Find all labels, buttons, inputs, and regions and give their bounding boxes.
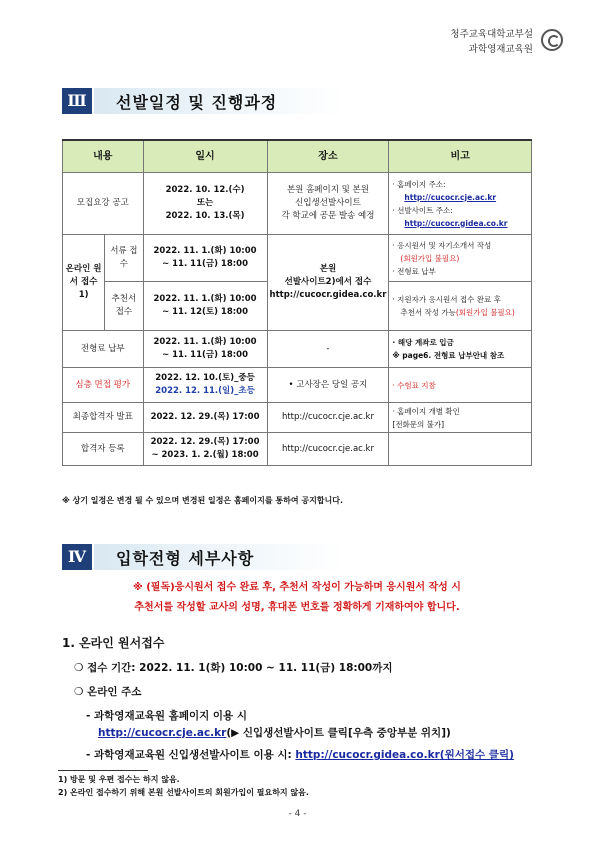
online-application-label: 온라인 원서 접수1) bbox=[63, 235, 105, 331]
row-label: 모집요강 공고 bbox=[63, 173, 144, 235]
header-org bbox=[450, 27, 533, 57]
table-row bbox=[63, 235, 532, 282]
row-datetime: 2022. 11. 1.(화) 10:00 ~ 11. 12(토) 18:00 bbox=[143, 282, 267, 331]
mandatory-warning: ※ (필독)응시원서 접수 완료 후, 추천서 작성이 가능하며 응시원서 작성 시 추천서를 작성할 교사의 성명, 휴대폰 번호를 정확하게 기재하여야 합니다. bbox=[133, 582, 461, 613]
row-datetime: 2022. 11. 1.(화) 10:00 ~ 11. 11(금) 18:00 bbox=[143, 235, 267, 282]
apply-link[interactable]: (원서접수 클릭) bbox=[439, 749, 514, 761]
homepage-usage-line: - 과학영재교육원 홈페이지 이용 시 bbox=[86, 710, 247, 722]
header-line1: 청주교육대학교부설 bbox=[450, 29, 533, 40]
homepage-link[interactable]: http://cucocr.cje.ac.kr bbox=[98, 727, 227, 739]
selection-site-link[interactable]: http://cucocr.gidea.co.kr bbox=[404, 218, 508, 228]
table-row bbox=[63, 368, 532, 403]
section-3-heading bbox=[62, 88, 532, 114]
row-remarks: · 응시원서 및 자기소개서 작성 (회원가입 불필요) · 전형료 납부 bbox=[389, 235, 532, 282]
row-place: http://cucocr.cje.ac.kr bbox=[267, 433, 389, 466]
schedule-table bbox=[62, 139, 532, 466]
section-number: Ⅲ bbox=[62, 88, 92, 114]
selection-site-line: - 과학영재교육원 신입생선발사이트 이용 시: http://cucocr.gidea.co.kr(원서접수 클릭) bbox=[86, 749, 514, 761]
row-sublabel: 추천서 접수 bbox=[105, 282, 143, 331]
footnote-divider bbox=[58, 770, 148, 771]
table-row bbox=[63, 403, 532, 433]
section-number: Ⅳ bbox=[62, 544, 92, 570]
row-datetime: 2022. 10. 12.(수) 또는 2022. 10. 13.(목) bbox=[143, 173, 267, 235]
footnote-2: 2) 온라인 접수하기 위해 본원 선발사이트의 회원가입이 필요하지 않음. bbox=[58, 788, 309, 797]
row-datetime: 2022. 12. 29.(목) 17:00 bbox=[143, 403, 267, 433]
row-remarks bbox=[389, 433, 532, 466]
row-datetime: 2022. 12. 29.(목) 17:00 ~ 2023. 1. 2.(월) 18:00 bbox=[143, 433, 267, 466]
footnote-1: 1) 방문 및 우편 접수는 하지 않음. bbox=[58, 775, 180, 784]
header-line2: 과학영재교육원 bbox=[468, 44, 533, 55]
header-datetime: 일시 bbox=[143, 140, 267, 173]
section-title: 입학전형 세부사항 bbox=[116, 549, 255, 568]
row-label: 심층 면접 평가 bbox=[63, 368, 144, 403]
section-4-heading bbox=[62, 544, 532, 570]
row-remarks: · 홈페이지 개별 확인 [전화문의 불가] bbox=[389, 403, 532, 433]
row-remarks: · 수험표 지참 bbox=[389, 368, 532, 403]
table-row bbox=[63, 331, 532, 368]
row-remarks: · 해당 계좌로 입금 ※ page6. 전형료 납부안내 참조 bbox=[389, 331, 532, 368]
row-place: • 고사장은 당일 공지 bbox=[267, 368, 389, 403]
row-label: 전형료 납부 bbox=[63, 331, 144, 368]
row-sublabel: 서류 접수 bbox=[105, 235, 143, 282]
page-number: - 4 - bbox=[288, 809, 307, 819]
online-application-heading: 1. 온라인 원서접수 bbox=[62, 636, 165, 650]
homepage-link[interactable]: http://cucocr.cje.ac.kr bbox=[404, 192, 497, 202]
table-row bbox=[63, 433, 532, 466]
row-label: 합격자 등록 bbox=[63, 433, 144, 466]
row-place: http://cucocr.cje.ac.kr bbox=[267, 403, 389, 433]
row-label: 최종합격자 발표 bbox=[63, 403, 144, 433]
application-period: ❍ 접수 기간: 2022. 11. 1(화) 10:00 ~ 11. 11(금) 18:00까지 bbox=[74, 662, 393, 674]
homepage-usage-detail: http://cucocr.cje.ac.kr(▶ 신입생선발사이트 클릭[우측 중앙부분 위치]) bbox=[98, 727, 451, 739]
header-remarks: 비고 bbox=[389, 140, 532, 173]
row-datetime: 2022. 11. 1.(화) 10:00 ~ 11. 11(금) 18:00 bbox=[143, 331, 267, 368]
row-place: - bbox=[267, 331, 389, 368]
row-remarks: · 지원자가 응시원서 접수 완료 후 추천서 작성 가능(회원가입 불필요) bbox=[389, 282, 532, 331]
row-datetime: 2022. 12. 10.(토)_중등 2022. 12. 11.(일)_초등 bbox=[143, 368, 267, 403]
row-place: 본원 선발사이트2)에서 접수 http://cucocr.gidea.co.kr bbox=[267, 235, 389, 331]
section-title: 선발일정 및 진행과정 bbox=[116, 93, 278, 112]
row-place: 본원 홈페이지 및 본원 신입생선발사이트 각 학교에 공문 발송 예정 bbox=[267, 173, 389, 235]
table-header-row bbox=[63, 140, 532, 173]
row-remarks: · 홈페이지 주소: http://cucocr.cje.ac.kr · 선발사이트 주소: http://cucocr.gidea.co.kr bbox=[389, 173, 532, 235]
table-row bbox=[63, 173, 532, 235]
schedule-note: ※ 상기 일정은 변경 될 수 있으며 변경된 일정은 홈페이지를 통하여 공지합니다. bbox=[62, 496, 344, 505]
header-place: 장소 bbox=[267, 140, 389, 173]
selection-site-link[interactable]: http://cucocr.gidea.co.kr bbox=[295, 749, 440, 761]
header-content: 내용 bbox=[63, 140, 144, 173]
institution-logo-icon bbox=[541, 29, 563, 51]
online-address-label: ❍ 온라인 주소 bbox=[74, 686, 142, 698]
